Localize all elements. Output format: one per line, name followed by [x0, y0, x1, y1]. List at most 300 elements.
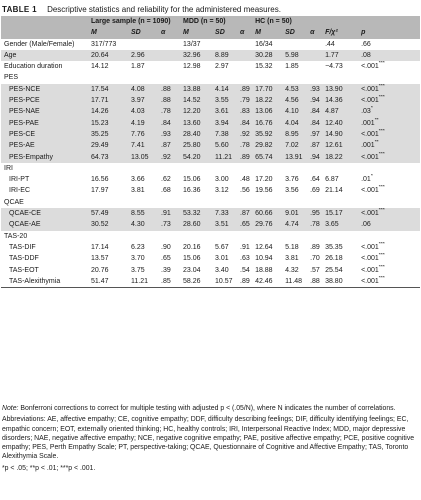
table-cell: .62	[161, 176, 171, 184]
p-value: <.001	[361, 85, 379, 93]
p-value: .66	[361, 40, 371, 48]
table-cell: .88	[161, 95, 183, 106]
table-cell: 64.73	[91, 152, 131, 163]
table-cell	[161, 50, 183, 61]
table-cell: 42.46	[255, 276, 285, 288]
section-label: IRI	[4, 164, 13, 172]
table-cell: 32.96	[183, 50, 215, 61]
row-label: TAS-Alexithymia	[1, 276, 91, 288]
table-row	[1, 208, 420, 219]
table-cell: .84	[161, 118, 183, 129]
table-cell: 57.49	[91, 208, 131, 219]
table-cell: 3.51	[215, 219, 240, 230]
significance-marker: ***	[378, 241, 385, 248]
table-cell: 3.55	[215, 95, 240, 106]
table-row	[1, 118, 420, 129]
table-cell	[240, 50, 255, 61]
table-cell: 15.17	[325, 208, 361, 219]
table-cell: 54.20	[183, 152, 215, 163]
table-cell: 15.32	[255, 63, 273, 71]
table-cell: .84	[310, 106, 325, 117]
table-cell: 7.33	[215, 208, 240, 219]
table-cell: .91	[161, 208, 183, 219]
table-cell	[310, 61, 325, 72]
row-label: PES-NCE	[1, 84, 91, 95]
table-cell: 5.18	[285, 243, 299, 251]
table-cell	[361, 95, 420, 106]
row-label: Gender (Male/Female)	[4, 40, 75, 48]
table-cell: .84	[310, 118, 325, 129]
table-cell: .44	[325, 40, 335, 48]
table-cell: 13.57	[91, 255, 109, 263]
table-cell: .63	[240, 255, 250, 263]
row-label: PES-AE	[1, 140, 91, 151]
section-label: TAS-20	[4, 232, 28, 240]
significance-marker: ***	[378, 208, 385, 214]
table-cell: .83	[240, 106, 255, 117]
table-cell	[361, 118, 420, 129]
table-cell: .57	[310, 266, 320, 274]
table-cell	[361, 242, 420, 253]
table-cell: 18.88	[255, 266, 273, 274]
table-cell: 28.40	[183, 129, 215, 140]
table-cell: 13.88	[183, 84, 215, 95]
table-row	[1, 242, 420, 253]
note-text: Bonferroni corrections to correct for multiple testing with adjusted p < (.05/N), where N indicates the number of correlations.	[18, 405, 396, 412]
table-cell: 1.77	[325, 50, 361, 61]
table-cell: .89	[240, 152, 255, 163]
table-cell: .65	[240, 219, 255, 230]
table-cell	[361, 140, 420, 151]
header-empty	[325, 16, 361, 27]
table-title: Descriptive statistics and reliability for the administered measures.	[47, 5, 281, 14]
p-value: <.001	[361, 210, 379, 218]
table-cell: 13.91	[285, 152, 310, 163]
table-cell: .95	[310, 208, 325, 219]
table-cell: 17.14	[91, 243, 109, 251]
table-cell: 29.76	[255, 219, 285, 230]
header-col: F/χ²	[325, 27, 361, 38]
header-empty	[1, 27, 91, 38]
header-col: M	[91, 27, 131, 38]
table-cell: .88	[161, 84, 183, 95]
header-col: SD	[285, 27, 310, 38]
row-label: QCAE-CE	[1, 208, 91, 219]
table-cell: 16/34	[255, 40, 273, 48]
row-label: PES-Empathy	[1, 152, 91, 163]
p-value: <.001	[361, 63, 379, 71]
header-col: SD	[215, 27, 240, 38]
table-cell	[361, 174, 420, 185]
table-cell: 3.75	[131, 266, 145, 274]
table-row	[1, 95, 420, 106]
header-group-mdd: MDD (n = 50)	[183, 16, 255, 27]
significance-marker: ***	[378, 253, 385, 259]
table-cell: 3.97	[131, 95, 161, 106]
table-cell	[240, 61, 255, 72]
table-cell	[361, 219, 420, 230]
row-label: TAS-DIF	[9, 243, 36, 251]
table-cell: 17.97	[91, 187, 109, 195]
table-cell: .48	[240, 176, 250, 184]
table-cell	[310, 50, 325, 61]
table-caption	[2, 3, 419, 16]
table-cell: 17.54	[91, 84, 131, 95]
table-cell: .54	[240, 266, 250, 274]
section-label: QCAE	[4, 198, 24, 206]
table-cell	[361, 50, 420, 61]
table-cell: 20.76	[91, 266, 109, 274]
p-value: .01	[361, 176, 371, 184]
table-cell: 28.60	[183, 219, 215, 230]
table-cell: .70	[310, 255, 320, 263]
table-cell: 58.26	[183, 276, 215, 288]
table-cell	[361, 265, 420, 276]
table-cell: 8.89	[215, 50, 240, 61]
table-cell: 16.36	[183, 187, 201, 195]
table-cell: 53.32	[183, 208, 215, 219]
table-cell: 16.56	[91, 176, 109, 184]
table-cell: .84	[240, 118, 255, 129]
p-value: <.001	[361, 266, 379, 274]
table-cell: 35.92	[255, 129, 285, 140]
significance-marker: ***	[378, 151, 385, 158]
table-cell	[361, 185, 420, 196]
table-cell: 7.02	[285, 140, 310, 151]
header-col: α	[310, 27, 325, 38]
table-cell: 5.98	[285, 50, 310, 61]
p-value: <.001	[361, 187, 379, 195]
table-cell: 29.82	[255, 140, 285, 151]
table-cell: 7.76	[131, 129, 161, 140]
p-value: <.001	[361, 277, 379, 285]
header-column-row	[1, 27, 420, 38]
table-cell: 4.32	[285, 266, 299, 274]
table-cell	[361, 106, 420, 117]
p-value: <.001	[361, 255, 379, 263]
header-empty	[361, 16, 420, 27]
p-value: <.001	[361, 130, 379, 138]
table-cell: 3.81	[285, 255, 299, 263]
table-row	[1, 253, 420, 264]
section-row	[1, 72, 420, 83]
table-cell: 23.04	[183, 266, 201, 274]
significance-marker: ***	[378, 185, 385, 192]
table-cell: 4.03	[131, 106, 161, 117]
table-cell	[361, 84, 420, 95]
table-cell: 8.55	[131, 208, 161, 219]
table-cell: −4.73	[325, 63, 343, 71]
table-cell: 10.57	[215, 276, 240, 288]
header-col: M	[255, 27, 285, 38]
table-cell: 25.54	[325, 266, 343, 274]
table-cell: 65.74	[255, 152, 285, 163]
section-row	[1, 231, 420, 242]
table-cell: 13.90	[325, 84, 361, 95]
table-cell: 25.80	[183, 140, 215, 151]
table-cell: .73	[161, 219, 183, 230]
row-label: Age	[1, 50, 91, 61]
table-cell: .92	[161, 152, 183, 163]
table-cell: 14.90	[325, 129, 361, 140]
table-cell: 30.52	[91, 219, 131, 230]
table-cell	[310, 39, 325, 50]
table-cell: 60.66	[255, 208, 285, 219]
table-cell: 3.94	[215, 118, 240, 129]
table-cell: .88	[310, 276, 325, 288]
p-value: <.001	[361, 97, 379, 105]
table-cell: 12.40	[325, 118, 361, 129]
table-cell: 7.38	[215, 129, 240, 140]
section-row	[1, 163, 420, 174]
table-cell	[361, 39, 420, 50]
header-col: α	[240, 27, 255, 38]
table-cell: 13.06	[255, 106, 285, 117]
table-row	[1, 265, 420, 276]
table-cell: 15.06	[183, 255, 201, 263]
table-cell: 11.21	[215, 152, 240, 163]
table-cell: .78	[240, 140, 255, 151]
table-row	[1, 129, 420, 140]
table-cell: .68	[161, 187, 171, 195]
table-cell: .87	[310, 140, 325, 151]
row-label: PES-NAE	[1, 106, 91, 117]
significance-marker: ***	[378, 275, 385, 282]
row-label: PES-PAE	[1, 118, 91, 129]
table-cell: 3.40	[215, 266, 229, 274]
table-cell: .94	[310, 152, 325, 163]
table-cell	[285, 39, 310, 50]
table-row	[1, 219, 420, 230]
table-row	[1, 276, 420, 288]
table-cell: .56	[240, 187, 250, 195]
table-cell: 14.12	[91, 63, 109, 71]
row-label: IRI-EC	[9, 187, 30, 195]
table-label: TABLE 1	[2, 5, 37, 14]
header-group-row	[1, 16, 420, 27]
table-cell: 12.98	[183, 63, 201, 71]
table-body	[1, 39, 420, 288]
table-cell: 3.01	[215, 255, 229, 263]
p-value: <.001	[361, 243, 379, 251]
section-row	[1, 197, 420, 208]
row-label: QCAE-AE	[1, 219, 91, 230]
significance-marker: *	[370, 106, 373, 113]
table-cell: 5.60	[215, 140, 240, 151]
table-cell: 11.21	[131, 276, 161, 288]
table-cell: 13.60	[183, 118, 215, 129]
table-cell: .39	[161, 266, 171, 274]
table-cell	[361, 152, 420, 163]
p-value: .08	[361, 51, 371, 59]
table-cell: 4.53	[285, 84, 310, 95]
p-value: .001	[361, 119, 375, 127]
table-cell: .93	[161, 129, 183, 140]
table-cell: 8.95	[285, 129, 310, 140]
table-cell	[361, 208, 420, 219]
significance-marker: ***	[378, 128, 385, 135]
table-row	[1, 152, 420, 163]
table-cell: 3.00	[215, 176, 229, 184]
header-col: p	[361, 27, 420, 38]
table-cell: 29.49	[91, 140, 131, 151]
table-cell: 21.14	[325, 187, 343, 195]
table-cell: 35.35	[325, 243, 343, 251]
table-cell: 20.64	[91, 50, 131, 61]
table-cell: 4.87	[325, 106, 361, 117]
table-cell: 11.48	[285, 276, 310, 288]
table-cell: .97	[310, 129, 325, 140]
table-cell: 6.87	[325, 176, 339, 184]
significance-marker: ***	[378, 83, 385, 90]
header-col: α	[161, 27, 183, 38]
table-cell: 3.76	[285, 176, 299, 184]
table-cell: 4.10	[285, 106, 310, 117]
table-cell: 14.36	[325, 95, 361, 106]
table-cell: 14.26	[91, 106, 131, 117]
table-cell: 3.12	[215, 187, 229, 195]
table-cell: 17.71	[91, 95, 131, 106]
row-label: IRI-PT	[9, 176, 30, 184]
table-cell: 12.64	[255, 243, 273, 251]
table-notes	[2, 404, 419, 475]
table-cell: 3.56	[285, 187, 299, 195]
significance-marker: *	[370, 174, 373, 180]
table-cell: 17.20	[255, 176, 273, 184]
table-cell: 26.18	[325, 255, 343, 263]
table-cell: 2.96	[131, 50, 161, 61]
table-cell: 12.61	[325, 140, 361, 151]
p-value: .06	[361, 221, 371, 229]
table-row	[1, 61, 420, 72]
table-row	[1, 50, 420, 61]
table-cell: 1.85	[285, 63, 299, 71]
significance-legend: *p < .05; **p < .01; ***p < .001.	[2, 464, 96, 472]
table-cell: 7.41	[131, 140, 161, 151]
header-col: M	[183, 27, 215, 38]
table-cell: .94	[310, 95, 325, 106]
table-cell: 3.65	[325, 219, 361, 230]
table-cell: .69	[310, 187, 320, 195]
significance-marker: ***	[378, 95, 385, 101]
table-cell: 13.05	[131, 152, 161, 163]
table-cell: 12.20	[183, 106, 215, 117]
note-label: Note:	[2, 405, 19, 412]
table-cell: 4.30	[131, 219, 161, 230]
table-cell	[131, 39, 161, 50]
table-cell: .78	[161, 106, 183, 117]
table-cell: 4.19	[131, 118, 161, 129]
table-cell: 6.23	[131, 243, 145, 251]
table-cell: .79	[240, 95, 255, 106]
header-group-large-sample: Large sample (n = 1090)	[91, 16, 183, 27]
table-cell: 4.56	[285, 95, 310, 106]
table-cell: 15.23	[91, 118, 131, 129]
table-cell: 30.28	[255, 50, 285, 61]
table-cell: .87	[161, 140, 183, 151]
table-cell: 4.04	[285, 118, 310, 129]
table-cell: 3.81	[131, 187, 145, 195]
table-cell: 9.01	[285, 208, 310, 219]
table-cell: 19.56	[255, 187, 273, 195]
table-cell: 18.22	[325, 152, 361, 163]
row-label: Education duration	[4, 63, 63, 71]
table-row	[1, 84, 420, 95]
table-cell: 2.97	[215, 63, 229, 71]
table-cell	[361, 129, 420, 140]
table-cell: 3.70	[131, 255, 145, 263]
table-cell: .87	[240, 208, 255, 219]
table-cell: .90	[161, 243, 171, 251]
row-label: TAS-EOT	[9, 266, 39, 274]
significance-marker: **	[374, 140, 379, 146]
table-cell: .92	[240, 129, 255, 140]
table-cell: 35.25	[91, 129, 131, 140]
table-cell: .64	[310, 176, 320, 184]
note-paragraph	[2, 404, 419, 413]
table-cell: 317/773	[91, 40, 117, 48]
table-cell	[361, 253, 420, 264]
table-cell: .65	[161, 255, 171, 263]
table-row	[1, 174, 420, 185]
table-cell	[361, 276, 420, 288]
table-cell: .89	[240, 84, 255, 95]
table-cell: .93	[310, 84, 325, 95]
descriptive-statistics-table	[1, 16, 420, 288]
table-cell	[215, 39, 240, 50]
table-cell: 13/37	[183, 40, 201, 48]
significance-marker: ***	[378, 61, 385, 67]
table-cell: 4.08	[131, 84, 161, 95]
table-cell: 3.66	[131, 176, 145, 184]
table-cell: 18.22	[255, 95, 285, 106]
table-cell: 20.16	[183, 243, 201, 251]
table-row	[1, 185, 420, 196]
table-cell: .89	[240, 276, 255, 288]
abbreviations-paragraph: Abbreviations: AE, affective empathy; CE, cognitive empathy; DDF, difficulty describing feelings; DIF, difficulty identifying feelings; EC, empathic concern; EOT, externally oriented thinking; HC, healthy controls; IRI, Interpersonal Reactive Index; MDD, major depressive disorders; NAE, negative affective empathy; NCE, negative cognitive empathy; PAE, positive affective empathy; PCE, positive cognitive empathy; PES, Perth Empathy Scale; PT, perspective-taking; QCAE, Questionnaire of Cognitive and Affective Empathy; TAS, Toronto Alexithymia Scale.	[2, 416, 415, 461]
table-cell: 51.47	[91, 276, 131, 288]
p-value: <.001	[361, 153, 379, 161]
table-cell: 15.06	[183, 176, 201, 184]
table-row	[1, 106, 420, 117]
table-cell: 5.67	[215, 243, 229, 251]
table-cell: .89	[310, 243, 320, 251]
table-cell: .85	[161, 276, 183, 288]
table-cell: 4.14	[215, 84, 240, 95]
significance-marker: **	[374, 117, 379, 124]
table-cell: 17.70	[255, 84, 285, 95]
row-label: TAS-DDF	[9, 255, 39, 263]
p-value: .03	[361, 108, 371, 116]
table-cell: 38.80	[325, 276, 361, 288]
table-cell	[240, 39, 255, 50]
table-row	[1, 140, 420, 151]
table-cell: 3.61	[215, 106, 240, 117]
row-label: PES-CE	[1, 129, 91, 140]
p-value: .001	[361, 142, 375, 150]
header-group-hc: HC (n = 50)	[255, 16, 325, 27]
table-cell: 14.52	[183, 95, 215, 106]
table-row	[1, 39, 420, 50]
row-label: PES-PCE	[1, 95, 91, 106]
table-cell: 16.76	[255, 118, 285, 129]
table-cell: 10.94	[255, 255, 273, 263]
table-cell	[161, 39, 183, 50]
significance-marker: ***	[378, 264, 385, 271]
table-cell: 1.87	[131, 63, 145, 71]
table-cell: 4.74	[285, 219, 310, 230]
table-cell: .91	[240, 243, 250, 251]
